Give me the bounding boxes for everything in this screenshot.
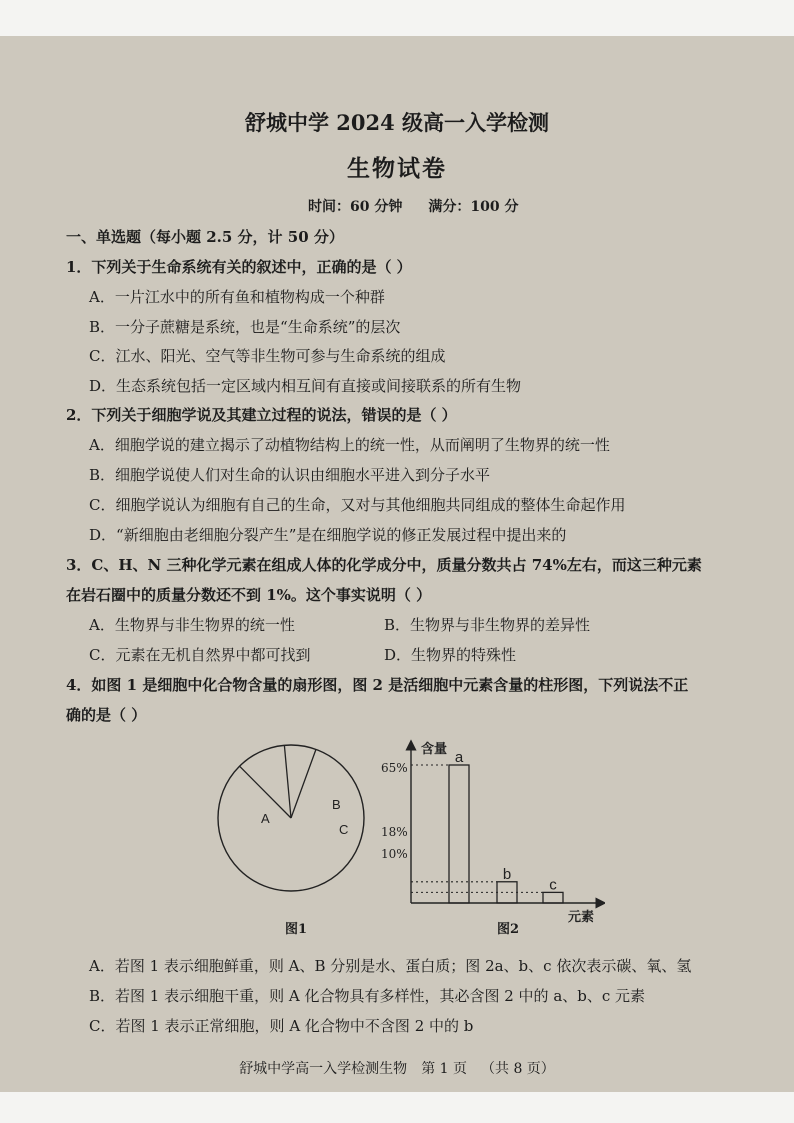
question-option: A．生物界与非生物界的统一性	[89, 616, 295, 634]
full-score: 满分：100 分	[428, 199, 519, 215]
question-option: D．“新细胞由老细胞分裂产生”是在细胞学说的修正发展过程中提出来的	[89, 526, 567, 544]
question-option: B．一分子蔗糖是系统，也是“生命系统”的层次	[89, 318, 401, 336]
bar-label: b	[502, 865, 512, 883]
bar-label: c	[549, 876, 557, 894]
pie-sector-line	[291, 749, 316, 818]
exam-title: 舒城中学 2024 级高一入学检测	[244, 110, 550, 135]
y-tick-label: 18%	[381, 825, 408, 839]
pie-label-c: C	[339, 822, 349, 837]
pie-label-b: B	[332, 797, 341, 812]
question-stem: 2．下列关于细胞学说及其建立过程的说法，错误的是（ ）	[66, 406, 457, 424]
section-heading: 一、单选题（每小题 2.5 分，计 50 分）	[66, 228, 344, 246]
question-option: D．生态系统包括一定区域内相互间有直接或间接联系的所有生物	[89, 377, 522, 395]
question-option: C．若图 1 表示正常细胞，则 A 化合物中不含图 2 中的 b	[89, 1017, 474, 1035]
question-stem: 4．如图 1 是细胞中化合物含量的扇形图，图 2 是活细胞中元素含量的柱形图，下列说法不正	[66, 676, 689, 694]
question-stem: 确的是（ ）	[66, 706, 147, 724]
footer-exam-name: 舒城中学高一入学检测生物	[239, 1061, 408, 1077]
page-total: （共 8 页）	[481, 1061, 555, 1077]
question-stem: 在岩石圈中的质量分数还不到 1%。这个事实说明（ ）	[66, 586, 432, 604]
question-option: C．江水、阳光、空气等非生物可参与生命系统的组成	[89, 347, 446, 365]
figure2-bar-chart	[365, 735, 605, 930]
question-stem: 3．C、H、N 三种化学元素在组成人体的化学成分中，质量分数共占 74%左右，而这三种元素	[66, 556, 702, 574]
x-axis-label: 元素	[568, 910, 595, 925]
pie-sector-line	[284, 745, 291, 818]
question-option: C．细胞学说认为细胞有自己的生命，又对与其他细胞共同组成的整体生命起作用	[89, 496, 626, 514]
y-axis-label: 含量	[421, 742, 448, 757]
y-tick-label: 10%	[381, 847, 408, 861]
question-option: A．细胞学说的建立揭示了动植物结构上的统一性，从而阐明了生物界的统一性	[89, 436, 610, 454]
y-tick-label: 65%	[381, 761, 408, 775]
question-option: B．细胞学说使人们对生命的认识由细胞水平进入到分子水平	[89, 466, 491, 484]
time-limit: 时间：60 分钟	[308, 199, 403, 215]
page-number: 第 1 页	[421, 1061, 467, 1077]
figure1-caption: 图1	[285, 922, 308, 937]
exam-meta	[308, 196, 518, 216]
question-stem: 1．下列关于生命系统有关的叙述中，正确的是（ ）	[66, 258, 412, 276]
page-footer	[0, 1058, 794, 1078]
question-option: A．一片江水中的所有鱼和植物构成一个种群	[89, 288, 385, 306]
subject-title: 生物试卷	[347, 155, 447, 182]
question-option: B．若图 1 表示细胞干重，则 A 化合物具有多样性，其必含图 2 中的 a、b、c 元素	[89, 987, 646, 1005]
bar-c	[543, 892, 563, 903]
question-option: D．生物界的特殊性	[384, 646, 517, 664]
question-option: A．若图 1 表示细胞鲜重，则 A、B 分别是水、蛋白质；图 2a、b、c 依次表示碳、氧、氢	[89, 957, 692, 975]
question-option: B．生物界与非生物界的差异性	[384, 616, 591, 634]
bar-label: a	[454, 749, 464, 766]
question-option: C．元素在无机自然界中都可找到	[89, 646, 311, 664]
figure2-caption: 图2	[497, 922, 520, 937]
figure1-pie-chart	[215, 738, 385, 913]
pie-label-a: A	[261, 811, 270, 826]
